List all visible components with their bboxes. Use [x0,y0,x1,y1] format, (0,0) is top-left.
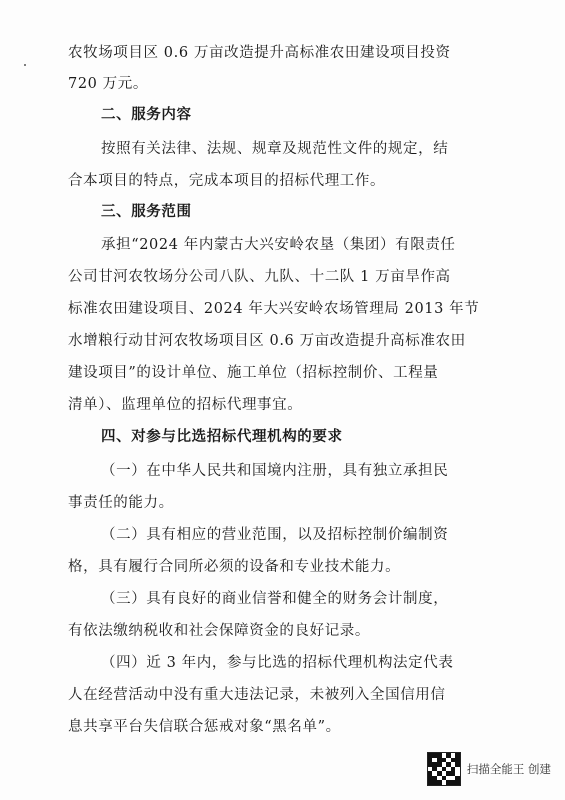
watermark-brand-text: 扫描全能王 创建 [466,762,551,776]
body-line: （一）在中华人民共和国境内注册，具有独立承担民 [101,463,449,479]
body-line: 有依法缴纳税收和社会保障资金的良好记录。 [68,623,370,639]
body-line: 建设项目”的设计单位、施工单位（招标控制价、工程量 [68,365,439,381]
body-line: 合本项目的特点，完成本项目的招标代理工作。 [68,173,386,189]
body-line: 清单）、监理单位的招标代理事宜。 [68,397,303,413]
body-line: 按照有关法律、法规、规章及规范性文件的规定，结 [101,141,449,157]
body-line: 事责任的能力。 [68,495,174,511]
body-line: 承担“2024 年内蒙古大兴安岭农垦（集团）有限责任 [101,237,456,253]
body-line: 人在经营活动中没有重大违法记录，未被列入全国信用信 [68,687,446,703]
body-line: （二）具有相应的营业范围，以及招标控制价编制资 [101,527,449,543]
body-line: 农牧场项目区 0.6 万亩改造提升高标准农田建设项目投资 [68,45,451,61]
body-line: 标准农田建设项目、2024 年大兴安岭农场管理局 2013 年节 [68,301,480,317]
section-heading-service-scope: 三、服务范围 [101,203,192,220]
section-heading-service-content: 二、服务内容 [101,106,192,123]
body-line: 息共享平台失信联合惩戒对象“黑名单”。 [68,719,341,735]
body-line: 格，具有履行合同所必须的设备和专业技术能力。 [68,559,401,575]
qr-code-icon [427,752,461,786]
scanner-watermark [427,752,551,786]
body-line: 720 万元。 [68,76,148,92]
scan-speck [24,64,26,66]
body-line: （三）具有良好的商业信誉和健全的财务会计制度， [101,591,449,607]
section-heading-requirements: 四、对参与比选招标代理机构的要求 [101,428,343,445]
body-line: 公司甘河农牧场分公司八队、九队、十二队 1 万亩旱作高 [68,269,451,285]
body-line: 水增粮行动甘河农牧场项目区 0.6 万亩改造提升高标准农田 [68,333,466,349]
body-line: （四）近 3 年内，参与比选的招标代理机构法定代表 [101,655,454,671]
